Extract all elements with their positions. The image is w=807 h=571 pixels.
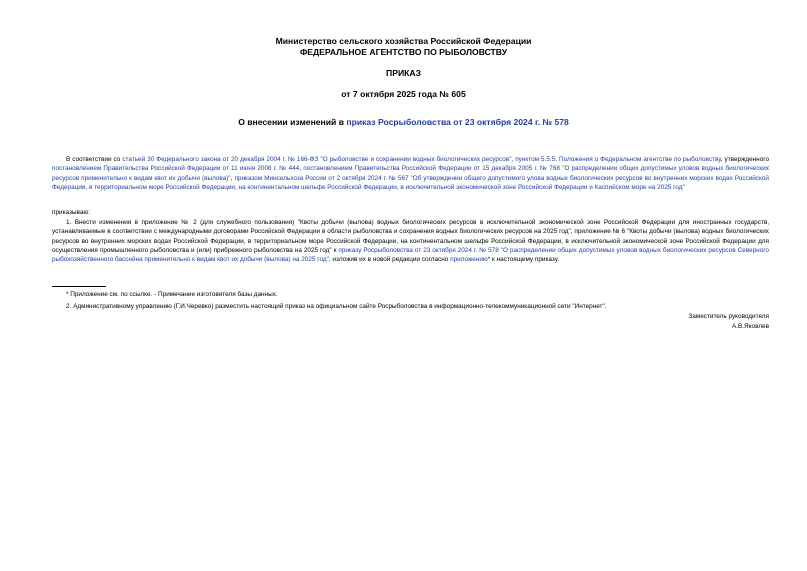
signatory-name: А.В.Яковлев bbox=[731, 323, 769, 330]
title-prefix: О внесении изменений в bbox=[238, 117, 347, 127]
appendix-link[interactable]: приложению bbox=[450, 256, 488, 264]
doc-type-heading: ПРИКАЗ bbox=[386, 68, 421, 78]
resolution-768-link[interactable]: постановлением Правительства Российской Федерации от 15 декабря 2005 г. № 768 "О распределении общих допустимых уловов водных биологических ресурсов применительно к видам квот их добычи (вылова)" bbox=[52, 165, 769, 182]
item-1-paragraph bbox=[52, 218, 769, 264]
order-567-link[interactable]: приказом Минсельхоза России от 2 октября 2024 г. № 567 "Об утверждении общего допустимого улова водных биологических ресурсов во внутренних морских водах Российской Федерации, в территориальном море Российской Федерации, на континентальном шельфе Российской Федерации, в исключительной экономической зоне Российской Федерации и Каспийском море на 2025 год" bbox=[52, 174, 769, 191]
item-2-paragraph: 2. Административному управлению (Г.И.Черевко) разместить настоящий приказ на официальном сайте Росрыболовства в информационно-телекоммуникационной сети "Интернет". bbox=[66, 303, 607, 310]
law-link[interactable]: статьей 30 Федерального закона от 20 декабря 2004 г. № 166-ФЗ "О рыболовстве и сохранении водных биологических ресурсов", пунктом 5.5.5. Положения о Федеральном агентстве по рыболовству bbox=[122, 156, 721, 163]
title-order-link[interactable]: приказ Росрыболовства от 23 октября 2024 г. № 578 bbox=[346, 117, 569, 127]
item-1-text-3: * к настоящему приказу. bbox=[487, 256, 560, 264]
agency-heading: ФЕДЕРАЛЬНОЕ АГЕНТСТВО ПО РЫБОЛОВСТВУ bbox=[299, 47, 508, 57]
preamble-paragraph bbox=[52, 155, 769, 192]
preamble-text-1: В соответствии со bbox=[66, 156, 123, 163]
date-number: от 7 октября 2025 года № 605 bbox=[341, 89, 466, 99]
order-578-link[interactable]: приказу Росрыболовства от 23 октября 2024 г. № 578 "О распределении общих допустимых уловов водных биологических ресурсов Северного рыбохозяйственного бассейна применительно к видам квот их добычи (вылова) на 2025 год" bbox=[52, 246, 769, 264]
footnote: * Приложение см. по ссылке. - Примечание изготовителя базы данных. bbox=[66, 291, 278, 298]
document-title bbox=[0, 117, 807, 128]
resolution-444-link[interactable]: постановлением Правительства Российской Федерации от 11 июня 2008 г. № 444 bbox=[52, 165, 300, 173]
ministry-heading: Министерство сельского хозяйства Российской Федерации bbox=[275, 36, 532, 46]
orders-line: приказываю: bbox=[52, 209, 90, 216]
item-1-text-2: , изложив их в новой редакции согласно bbox=[328, 256, 451, 264]
preamble-text-3: , bbox=[299, 165, 304, 173]
item-1-text-1: 1. Внести изменения в приложение № 2 (для служебного пользования) "Квоты добычи (вылова) водных биологических ресурсов в исключительной экономической зоне Российской Федерации для иностранных государств, устанавливаемые в соответствии с международными договорами Российской Федерации в области рыболовства и сохранения водных биологических ресурсов на 2025 год", приложение № 6 "Квоты добычи (вылова) водных биологических ресурсов во внутренних морских водах Российской Федерации, в территориальном море Российской Федерации, на континентальном шельфе Российской Федерации, в исключительной экономической зоне Российской Федерации для осуществления промышленного рыболовства и (или) прибрежного рыболовства на 2025 год" к bbox=[52, 219, 769, 254]
signatory-position: Заместитель руководителя bbox=[688, 313, 769, 320]
preamble-text-4: , bbox=[230, 174, 235, 182]
preamble-text-2: , утвержденного bbox=[720, 156, 769, 163]
footnote-divider bbox=[52, 286, 106, 287]
